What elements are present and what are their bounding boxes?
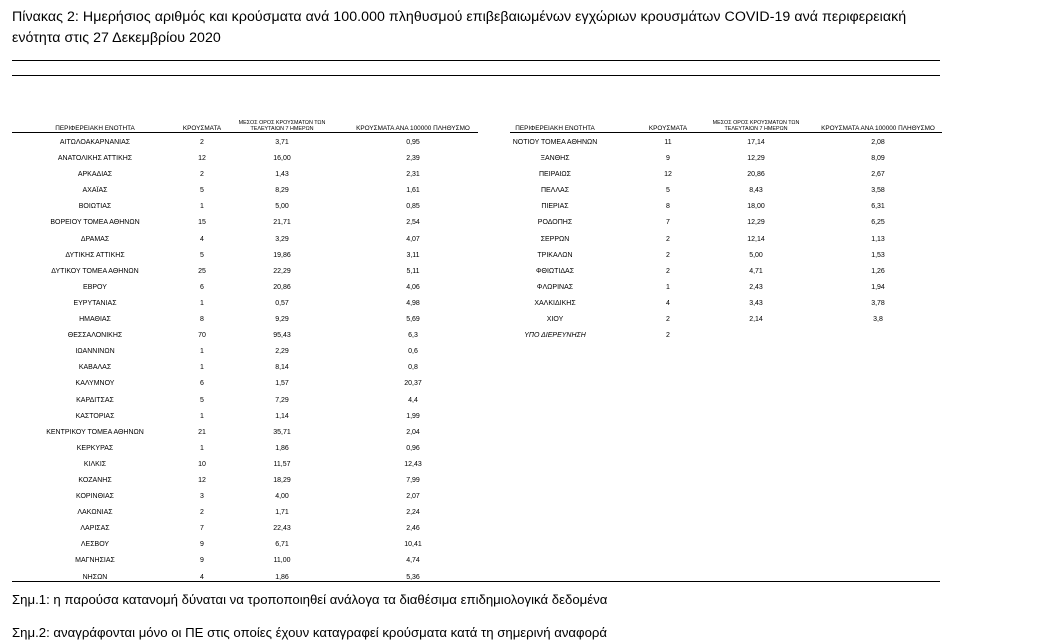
cell-avg7: 12,29	[747, 219, 765, 227]
cell-per100k: 5,69	[406, 316, 420, 324]
cell-region: ΚΑΛΥΜΝΟΥ	[75, 380, 115, 388]
table-row	[12, 133, 478, 149]
cell-per100k: 0,96	[406, 444, 420, 452]
cell-cases: 8	[200, 316, 204, 324]
header-cases: ΚΡΟΥΣΜΑΤΑ	[648, 125, 688, 132]
cell-cases: 2	[666, 235, 670, 243]
left-table-body	[12, 133, 478, 584]
cell-per100k: 2,31	[406, 171, 420, 179]
cell-cases: 1	[200, 364, 204, 372]
table-row	[12, 197, 478, 213]
table-row	[12, 407, 478, 423]
cell-per100k: 8,09	[871, 155, 885, 163]
cell-per100k: 4,06	[406, 283, 420, 291]
cell-per100k: 6,25	[871, 219, 885, 227]
cell-region: ΕΒΡΟΥ	[83, 283, 107, 291]
cell-cases: 12	[198, 476, 206, 484]
table-row	[12, 423, 478, 439]
table-row	[12, 181, 478, 197]
cell-region: ΔΥΤΙΚΗΣ ΑΤΤΙΚΗΣ	[65, 251, 125, 259]
cell-region: ΘΕΣΣΑΛΟΝΙΚΗΣ	[67, 332, 123, 340]
table-bottom-rule	[12, 581, 940, 582]
cell-per100k: 2,24	[406, 509, 420, 517]
cell-region: ΑΧΑΪΑΣ	[82, 187, 108, 195]
cell-cases: 25	[198, 267, 206, 275]
cell-region: ΚΙΛΚΙΣ	[83, 460, 107, 468]
cell-region: ΦΛΩΡΙΝΑΣ	[536, 283, 574, 291]
cell-per100k: 2,07	[406, 493, 420, 501]
cell-cases: 6	[200, 380, 204, 388]
cell-per100k: 1,53	[871, 251, 885, 259]
note-1: Σημ.1: η παρούσα κατανομή δύναται να τροποποιηθεί ανάλογα τα διαθέσιμα επιδημιολογικά δεδομένα	[12, 592, 608, 607]
cell-avg7: 16,00	[273, 155, 291, 163]
cell-avg7: 22,29	[273, 267, 291, 275]
cell-region: ΧΑΛΚΙΔΙΚΗΣ	[534, 299, 576, 307]
cell-cases: 7	[200, 525, 204, 533]
cell-avg7: 1,71	[275, 509, 289, 517]
cell-per100k: 3,8	[873, 316, 883, 324]
cell-avg7: 2,14	[749, 316, 763, 324]
cell-region: ΚΟΡΙΝΘΙΑΣ	[76, 493, 114, 501]
cell-region: ΚΟΖΑΝΗΣ	[78, 476, 112, 484]
table-row	[12, 165, 478, 181]
cell-cases: 2	[200, 509, 204, 517]
cell-avg7: 9,29	[275, 316, 289, 324]
table-row	[12, 342, 478, 358]
cell-cases: 1	[200, 203, 204, 211]
cell-avg7: 4,00	[275, 493, 289, 501]
table-row	[12, 278, 478, 294]
cell-per100k: 0,6	[408, 348, 418, 356]
header-region: ΠΕΡΙΦΕΡΕΙΑΚΗ ΕΝΟΤΗΤΑ	[55, 125, 135, 132]
cell-avg7: 22,43	[273, 525, 291, 533]
cell-region: ΠΕΙΡΑΙΩΣ	[539, 171, 571, 179]
cell-avg7: 4,71	[749, 267, 763, 275]
cell-avg7: 17,14	[747, 139, 765, 146]
cell-cases: 5	[666, 187, 670, 195]
table-row	[12, 439, 478, 455]
cell-avg7: 5,00	[749, 251, 763, 259]
table-row	[12, 262, 478, 278]
table-row	[510, 181, 942, 197]
cell-cases: 4	[200, 573, 204, 581]
cell-region: ΣΕΡΡΩΝ	[540, 235, 570, 243]
cell-cases: 10	[198, 460, 206, 468]
table-row	[510, 230, 942, 246]
cell-per100k: 4,98	[406, 299, 420, 307]
table-row	[12, 503, 478, 519]
cell-avg7: 18,00	[747, 203, 765, 211]
table-row	[510, 294, 942, 310]
cell-region: ΑΡΚΑΔΙΑΣ	[77, 171, 113, 179]
cell-per100k: 6,31	[871, 203, 885, 211]
cell-cases: 1	[666, 283, 670, 291]
header-region: ΠΕΡΙΦΕΡΕΙΑΚΗ ΕΝΟΤΗΤΑ	[515, 125, 595, 132]
cell-region: ΥΠΟ ΔΙΕΡΕΥΝΗΣΗ	[524, 332, 586, 340]
cell-cases: 5	[200, 396, 204, 404]
cell-avg7: 21,71	[273, 219, 291, 227]
cell-region: ΧΙΟΥ	[546, 316, 564, 324]
cell-avg7: 1,86	[275, 573, 289, 581]
cell-avg7: 12,29	[747, 155, 765, 163]
cell-cases: 70	[198, 332, 206, 340]
table-row	[12, 551, 478, 567]
cell-per100k: 1,13	[871, 235, 885, 243]
cell-per100k: 5,11	[406, 267, 420, 275]
cell-region: ΦΘΙΩΤΙΔΑΣ	[535, 267, 575, 275]
table-row	[510, 262, 942, 278]
cell-region: ΕΥΡΥΤΑΝΙΑΣ	[73, 299, 117, 307]
table-row	[12, 358, 478, 374]
cell-per100k: 1,94	[871, 283, 885, 291]
cell-cases: 6	[200, 283, 204, 291]
right-table-header	[510, 110, 942, 132]
cell-per100k: 1,61	[406, 187, 420, 195]
table-row	[12, 149, 478, 165]
cell-region: ΤΡΙΚΑΛΩΝ	[537, 251, 573, 259]
cell-per100k: 0,8	[408, 364, 418, 372]
cell-avg7: 20,86	[747, 171, 765, 179]
cell-per100k: 2,46	[406, 525, 420, 533]
table-row	[510, 149, 942, 165]
cell-per100k: 6,3	[408, 332, 418, 340]
cell-avg7: 2,29	[275, 348, 289, 356]
table-row	[510, 326, 942, 342]
cell-cases: 2	[666, 332, 670, 340]
cell-avg7: 3,71	[275, 139, 289, 146]
cell-per100k: 1,26	[871, 267, 885, 275]
cell-region: ΚΑΒΑΛΑΣ	[78, 364, 112, 372]
header-avg7: ΜΕΣΟΣ ΟΡΟΣ ΚΡΟΥΣΜΑΤΩΝ ΤΩΝ ΤΕΛΕΥΤΑΙΩΝ 7 ΗΜΕΡΩΝ	[238, 120, 326, 132]
cell-per100k: 2,04	[406, 428, 420, 436]
cell-per100k: 7,99	[406, 476, 420, 484]
cell-avg7: 8,43	[749, 187, 763, 195]
cell-region: ΑΙΤΩΛΟΑΚΑΡΝΑΝΙΑΣ	[59, 139, 131, 146]
cell-region: ΠΕΛΛΑΣ	[540, 187, 570, 195]
cell-cases: 7	[666, 219, 670, 227]
cell-region: ΒΟΡΕΙΟΥ ΤΟΜΕΑ ΑΘΗΝΩΝ	[50, 219, 140, 227]
cell-cases: 15	[198, 219, 206, 227]
cell-cases: 5	[200, 187, 204, 195]
cell-per100k: 2,39	[406, 155, 420, 163]
table-row	[510, 278, 942, 294]
cell-region: ΚΑΡΔΙΤΣΑΣ	[76, 396, 114, 404]
cell-per100k: 4,4	[408, 396, 418, 404]
cell-cases: 3	[200, 493, 204, 501]
cell-avg7: 18,29	[273, 476, 291, 484]
cell-avg7: 0,57	[275, 299, 289, 307]
cell-per100k: 20,37	[404, 380, 422, 388]
cell-region: ΔΥΤΙΚΟΥ ΤΟΜΕΑ ΑΘΗΝΩΝ	[51, 267, 139, 275]
cell-cases: 1	[200, 299, 204, 307]
table-row	[12, 326, 478, 342]
cell-per100k: 3,78	[871, 299, 885, 307]
cell-region: ΛΕΣΒΟΥ	[80, 541, 110, 549]
cell-avg7: 6,71	[275, 541, 289, 549]
table-row	[510, 197, 942, 213]
cell-avg7: 95,43	[273, 332, 291, 340]
cell-per100k: 1,99	[406, 412, 420, 420]
cell-cases: 2	[200, 171, 204, 179]
cell-avg7: 1,43	[275, 171, 289, 179]
cell-avg7: 5,00	[275, 203, 289, 211]
cell-cases: 8	[666, 203, 670, 211]
table-row	[12, 213, 478, 229]
cell-avg7: 7,29	[275, 396, 289, 404]
table-row	[12, 310, 478, 326]
cell-region: ΠΙΕΡΙΑΣ	[541, 203, 569, 211]
cell-region: ΜΑΓΝΗΣΙΑΣ	[75, 557, 115, 565]
cell-region: ΑΝΑΤΟΛΙΚΗΣ ΑΤΤΙΚΗΣ	[57, 155, 133, 163]
cell-region: ΚΕΝΤΡΙΚΟΥ ΤΟΜΕΑ ΑΘΗΝΩΝ	[46, 428, 144, 436]
right-table	[510, 110, 942, 342]
cell-per100k: 2,08	[871, 139, 885, 146]
table-row	[12, 230, 478, 246]
cell-region: ΚΑΣΤΟΡΙΑΣ	[75, 412, 115, 420]
table-row	[12, 294, 478, 310]
cell-per100k: 10,41	[404, 541, 422, 549]
cell-cases: 5	[200, 251, 204, 259]
cell-region: ΝΗΣΩΝ	[82, 573, 108, 581]
cell-cases: 9	[200, 541, 204, 549]
cell-cases: 4	[666, 299, 670, 307]
cell-cases: 1	[200, 348, 204, 356]
left-table-header	[12, 110, 478, 132]
cell-cases: 4	[200, 235, 204, 243]
cell-cases: 1	[200, 444, 204, 452]
table-row	[12, 487, 478, 503]
table-row	[12, 246, 478, 262]
cell-region: ΙΩΑΝΝΙΝΩΝ	[75, 348, 115, 356]
cell-avg7: 2,43	[749, 283, 763, 291]
cell-cases: 21	[198, 428, 206, 436]
note-2: Σημ.2: αναγράφονται μόνο οι ΠΕ στις οποίες έχουν καταγραφεί κρούσματα κατά τη σημερινή αναφορά	[12, 625, 608, 640]
cell-avg7: 11,00	[273, 557, 291, 565]
cell-avg7: 12,14	[747, 235, 765, 243]
cell-avg7: 20,86	[273, 283, 291, 291]
cell-region: ΝΟΤΙΟΥ ΤΟΜΕΑ ΑΘΗΝΩΝ	[512, 139, 598, 146]
cell-cases: 1	[200, 412, 204, 420]
table-title: Πίνακας 2: Ημερήσιος αριθμός και κρούσματα ανά 100.000 πληθυσμού επιβεβαιωμένων εγχώριων κρουσμάτων COVID-19 ανά περιφερειακή ενότητα στις 27 Δεκεμβρίου 2020	[12, 9, 907, 46]
cell-per100k: 4,07	[406, 235, 420, 243]
table-row	[510, 246, 942, 262]
header-per100k: ΚΡΟΥΣΜΑΤΑ ΑΝΑ 100000 ΠΛΗΘΥΣΜΟ	[356, 125, 470, 132]
cell-per100k: 5,36	[406, 573, 420, 581]
cell-region: ΒΟΙΩΤΙΑΣ	[78, 203, 112, 211]
table-row	[510, 213, 942, 229]
title-rule-bottom	[12, 75, 940, 76]
cell-per100k: 0,95	[406, 139, 420, 146]
cell-avg7: 3,29	[275, 235, 289, 243]
cell-region: ΔΡΑΜΑΣ	[80, 235, 110, 243]
table-row	[510, 310, 942, 326]
cell-per100k: 3,58	[871, 187, 885, 195]
cell-cases: 11	[664, 139, 672, 146]
table-row	[12, 455, 478, 471]
cell-per100k: 4,74	[406, 557, 420, 565]
cell-per100k: 12,43	[404, 460, 422, 468]
table-row	[12, 519, 478, 535]
left-table	[12, 110, 478, 584]
cell-region: ΗΜΑΘΙΑΣ	[79, 316, 111, 324]
cell-cases: 2	[666, 267, 670, 275]
cell-per100k: 0,85	[406, 203, 420, 211]
header-avg7: ΜΕΣΟΣ ΟΡΟΣ ΚΡΟΥΣΜΑΤΩΝ ΤΩΝ ΤΕΛΕΥΤΑΙΩΝ 7 ΗΜΕΡΩΝ	[712, 120, 800, 132]
cell-avg7: 3,43	[749, 299, 763, 307]
cell-avg7: 11,57	[273, 460, 291, 468]
cell-region: ΞΑΝΘΗΣ	[540, 155, 570, 163]
table-row	[12, 535, 478, 551]
cell-avg7: 1,14	[275, 412, 289, 420]
cell-avg7: 35,71	[273, 428, 291, 436]
cell-avg7: 1,57	[275, 380, 289, 388]
cell-cases: 9	[200, 557, 204, 565]
cell-region: ΛΑΡΙΣΑΣ	[80, 525, 110, 533]
table-row	[510, 133, 942, 149]
cell-cases: 2	[200, 139, 204, 146]
table-row	[12, 391, 478, 407]
cell-cases: 2	[666, 316, 670, 324]
cell-avg7: 8,29	[275, 187, 289, 195]
cell-cases: 2	[666, 251, 670, 259]
header-cases: ΚΡΟΥΣΜΑΤΑ	[182, 125, 222, 132]
cell-cases: 12	[198, 155, 206, 163]
cell-avg7: 1,86	[275, 444, 289, 452]
table-row	[12, 374, 478, 390]
cell-region: ΚΕΡΚΥΡΑΣ	[76, 444, 114, 452]
cell-cases: 9	[666, 155, 670, 163]
cell-per100k: 2,54	[406, 219, 420, 227]
header-per100k: ΚΡΟΥΣΜΑΤΑ ΑΝΑ 100000 ΠΛΗΘΥΣΜΟ	[821, 125, 935, 132]
cell-cases: 12	[664, 171, 672, 179]
cell-avg7: 8,14	[275, 364, 289, 372]
table-row	[12, 471, 478, 487]
cell-region: ΡΟΔΟΠΗΣ	[537, 219, 573, 227]
title-rule-top	[12, 60, 940, 61]
cell-avg7: 19,86	[273, 251, 291, 259]
cell-region: ΛΑΚΩΝΙΑΣ	[77, 509, 113, 517]
cell-per100k: 2,67	[871, 171, 885, 179]
cell-per100k: 3,11	[406, 251, 420, 259]
table-row	[510, 165, 942, 181]
right-table-body	[510, 133, 942, 342]
